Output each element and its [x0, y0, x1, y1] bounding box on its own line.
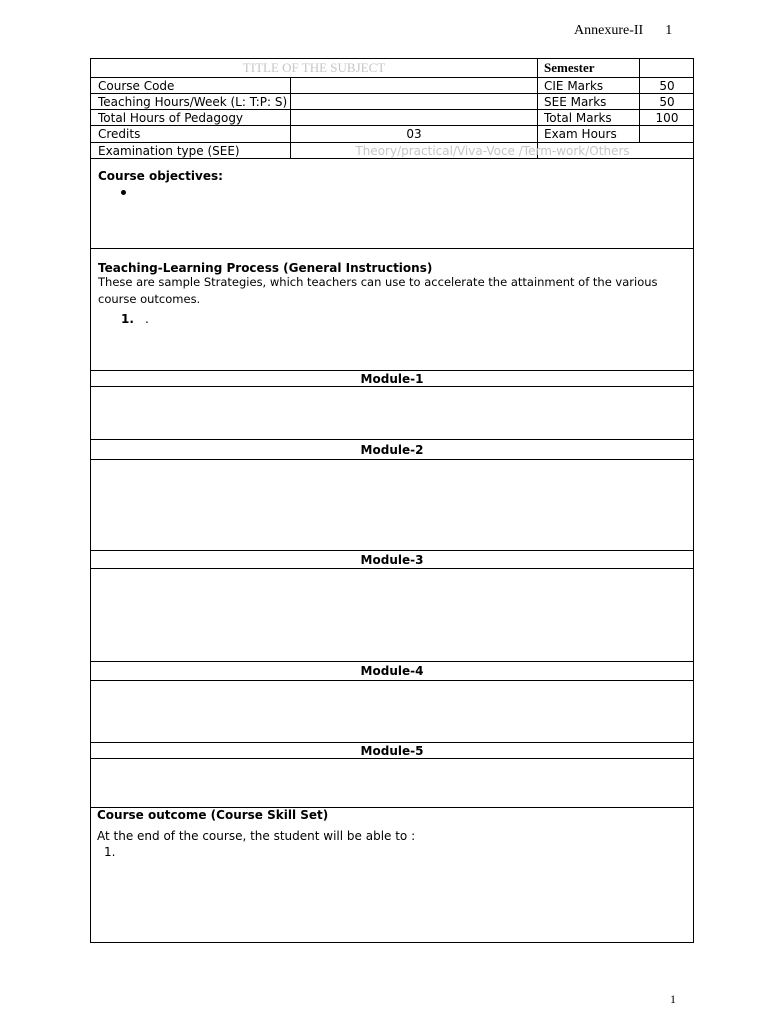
see-marks-label: SEE Marks: [544, 95, 607, 109]
course-outcome-heading: Course outcome (Course Skill Set): [97, 808, 329, 822]
teaching-hours-label: Teaching Hours/Week (L: T:P: S): [98, 95, 288, 109]
total-marks-label: Total Marks: [544, 111, 612, 125]
footer-page-number: 1: [670, 992, 676, 1006]
header-page-number: 1: [665, 23, 673, 38]
credits-value: 03: [406, 127, 422, 141]
bullet-icon: [121, 190, 126, 195]
section-line: [91, 439, 693, 440]
section-line: [91, 248, 693, 249]
course-objectives-heading: Course objectives:: [98, 169, 223, 183]
module-4-heading: Module-4: [360, 664, 424, 678]
section-line: [91, 459, 693, 460]
module-5-heading: Module-5: [360, 744, 424, 758]
course-code-label: Course Code: [98, 79, 175, 93]
cie-marks-value: 50: [659, 79, 675, 93]
module-3-heading: Module-3: [360, 553, 424, 567]
teaching-learning-body: These are sample Strategies, which teachers can use to accelerate the attainment of the various course outcomes.: [98, 275, 658, 306]
cie-marks-label: CIE Marks: [544, 79, 604, 93]
exam-type-label: Examination type (SEE): [98, 144, 240, 158]
exam-hours-label: Exam Hours: [544, 127, 617, 141]
pedagogy-hours-label: Total Hours of Pedagogy: [98, 111, 244, 125]
teaching-learning-heading: Teaching-Learning Process (General Instructions): [98, 261, 433, 275]
total-marks-value: 100: [655, 111, 679, 125]
course-outcome-intro: At the end of the course, the student will be able to :: [97, 829, 416, 843]
teaching-item-text: .: [145, 312, 149, 326]
module-1-heading: Module-1: [360, 372, 424, 386]
section-line: [91, 568, 693, 569]
see-marks-value: 50: [659, 95, 675, 109]
exam-type-value: Theory/practical/Viva-Voce /Term-work/Others: [355, 144, 630, 158]
syllabus-form: [90, 58, 694, 943]
section-line: [91, 550, 693, 551]
course-outcome-item-number: 1.: [104, 845, 116, 859]
annexure-label: Annexure-II: [574, 23, 644, 38]
semester-label: Semester: [544, 60, 595, 75]
page-header: [574, 23, 672, 39]
teaching-item-number: 1.: [121, 312, 134, 326]
credits-label: Credits: [98, 127, 141, 141]
section-line: [91, 680, 693, 681]
section-line: [91, 661, 693, 662]
module-2-heading: Module-2: [360, 443, 424, 457]
subject-title: TITLE OF THE SUBJECT: [242, 60, 386, 75]
